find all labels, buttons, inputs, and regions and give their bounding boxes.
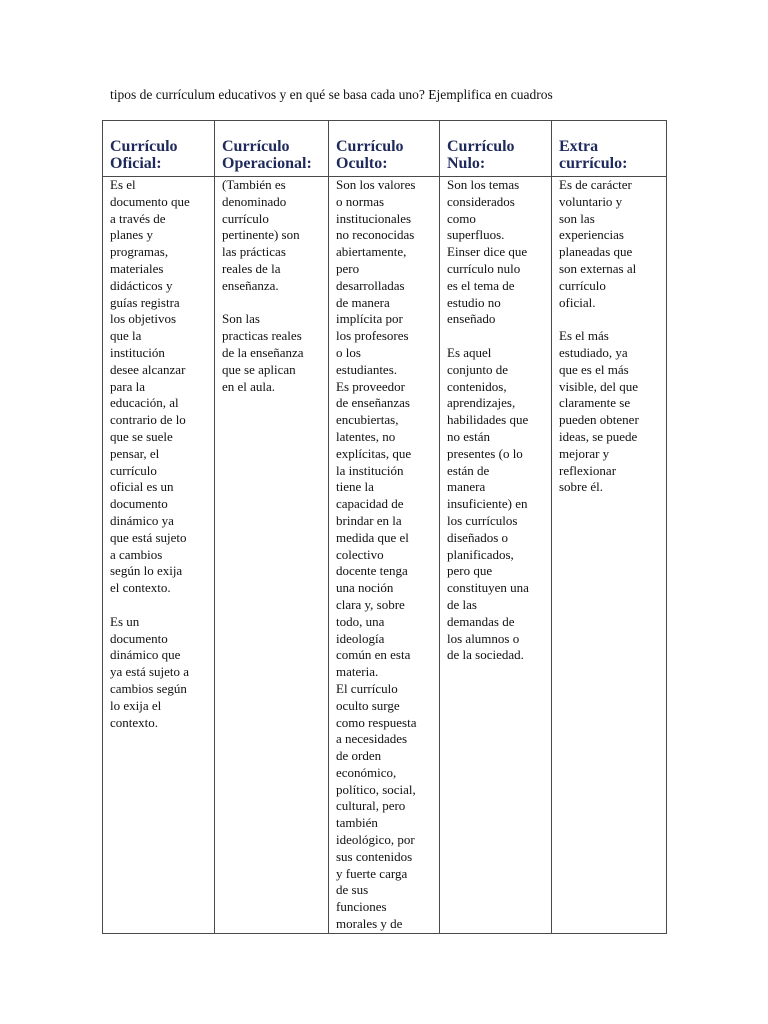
cell-paragraph: Son los valores o normas institucionales no reconocidas abiertamente, pero desarrolladas de manera implícita por los profesores o los estudiantes. Es proveedor de enseñanzas encubiertas, latentes, no explícitas, que la institución tiene la capacidad de brindar en la medida que el colectivo docente tenga una noción clara y, sobre todo, una ideología común en esta materia. El currículo oculto surge como respuesta a necesidades de orden económico, político, social, cultural, pero también ideológico, por sus contenidos y fuerte carga de sus funciones morales y de (336, 177, 417, 932)
cell-extra-curriculo (552, 177, 667, 934)
intro-question: tipos de currículum educativos y en qué se basa cada uno? Ejemplifica en cuadros (110, 87, 553, 102)
cell-paragraph: Son los temas considerados como superfluos. Einser dice que currículo nulo es el tema de estudio no enseñado (447, 177, 528, 327)
cell-paragraph: Es el más estudiado, ya que es el más visible, del que claramente se pueden obtener ideas, se puede mejorar y reflexionar sobre él. (559, 328, 639, 495)
table-header-row (103, 121, 667, 177)
cell-paragraph: Es de carácter voluntario y son las experiencias planeadas que son externas al currículo oficial. (559, 177, 637, 310)
header-curriculo-operacional: Currículo Operacional: (215, 121, 329, 177)
header-curriculo-nulo: Currículo Nulo: (440, 121, 552, 177)
cell-paragraph: Son las practicas reales de la enseñanza que se aplican en el aula. (222, 311, 304, 394)
cell-paragraph: Es aquel conjunto de contenidos, aprendizajes, habilidades que no están presentes (o lo están de manera insuficiente) en los currículos diseñados o planificados, pero que constituyen una de las demandas de los alumnos o de la sociedad. (447, 344, 529, 663)
cell-paragraph: Es un documento dinámico que ya está sujeto a cambios según lo exija el contexto. (110, 613, 190, 730)
cell-paragraph: (También es denominado currículo pertinente) son las prácticas reales de la enseñanza. (222, 177, 300, 293)
header-extra-curriculo: Extra currículo: (552, 121, 667, 177)
table-row (103, 177, 667, 934)
header-curriculo-oculto: Currículo Oculto: (329, 121, 440, 177)
cell-curriculo-oculto (329, 177, 440, 934)
cell-curriculo-operacional (215, 177, 329, 934)
curriculum-table (102, 120, 667, 934)
cell-curriculo-oficial (103, 177, 215, 934)
header-curriculo-oficial: Currículo Oficial: (103, 121, 215, 177)
cell-curriculo-nulo (440, 177, 552, 934)
cell-paragraph: Es el documento que a través de planes y programas, materiales didácticos y guías registra los objetivos que la institución desee alcanzar para la educación, al contrario de lo que se suele pensar, el currículo oficial es un documento dinámico ya que está sujeto a cambios según lo exija el contexto. (110, 177, 190, 596)
